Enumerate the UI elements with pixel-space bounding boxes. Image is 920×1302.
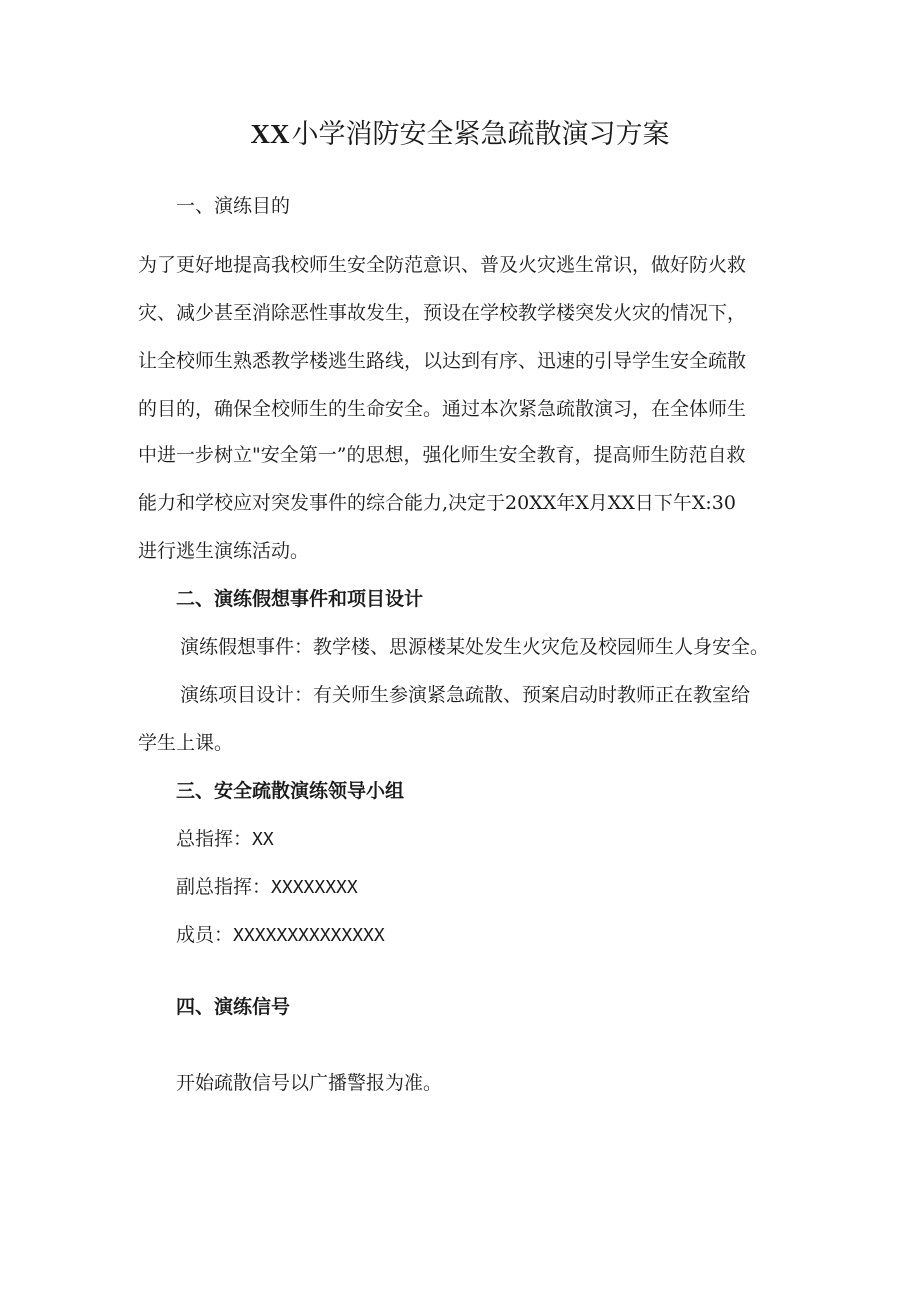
commander-row [0,823,920,856]
members-row [0,919,920,952]
deputy-commander-value: XXXXXXXX [271,877,358,898]
deputy-commander-label: 副总指挥： [176,876,272,898]
section-1-line-2: 灾、减少甚至消除恶性事故发生，预设在学校教学楼突发火灾的情况下， [138,302,747,324]
section-3-heading: 三、安全疏散演练领导小组 [176,780,405,802]
commander-label: 总指挥： [176,828,253,850]
section-1-line-4: 的目的，确保全校师生的生命安全。通过本次紧急疏散演习，在全体师生 [138,398,747,420]
section-1-line-7: 进行逃生演练活动。 [138,540,310,562]
commander-value: XX [252,829,274,850]
section-1-line-3: 让全校师生熟悉教学楼逃生路线，以达到有序、迅速的引导学生安全疏散 [138,350,747,372]
document-title [0,112,920,157]
section-1-heading: 一、演练目的 [176,195,291,217]
section-4-heading: 四、演练信号 [176,996,291,1018]
section-1-line-1: 为了更好地提高我校师生安全防范意识、普及火灾逃生常识，做好防火救 [138,254,747,276]
section-4-text: 开始疏散信号以广播警报为准。 [176,1072,443,1094]
deputy-commander-row [0,871,920,904]
section-2-design-line-1: 演练项目设计：有关师生参演紧急疏散、预案启动时教师正在教室给 [180,684,751,706]
members-label: 成员： [176,924,234,946]
section-1-line-6: 能力和学校应对突发事件的综合能力,决定于20XX年X月XX日下午X:30 [138,492,736,514]
title-prefix: XX [250,119,290,149]
title-text: 小学消防安全紧急疏散演习方案 [291,119,670,150]
section-2-heading: 二、演练假想事件和项目设计 [176,588,424,610]
members-value: XXXXXXXXXXXXXX [233,925,385,946]
section-1-line-5: 中进一步树立"安全第一”的思想，强化师生安全教育，提高师生防范自救 [138,444,746,466]
section-2-event: 演练假想事件：教学楼、思源楼某处发生火灾危及校园师生人身安全。 [180,636,770,658]
section-2-design-line-2: 学生上课。 [138,732,234,754]
